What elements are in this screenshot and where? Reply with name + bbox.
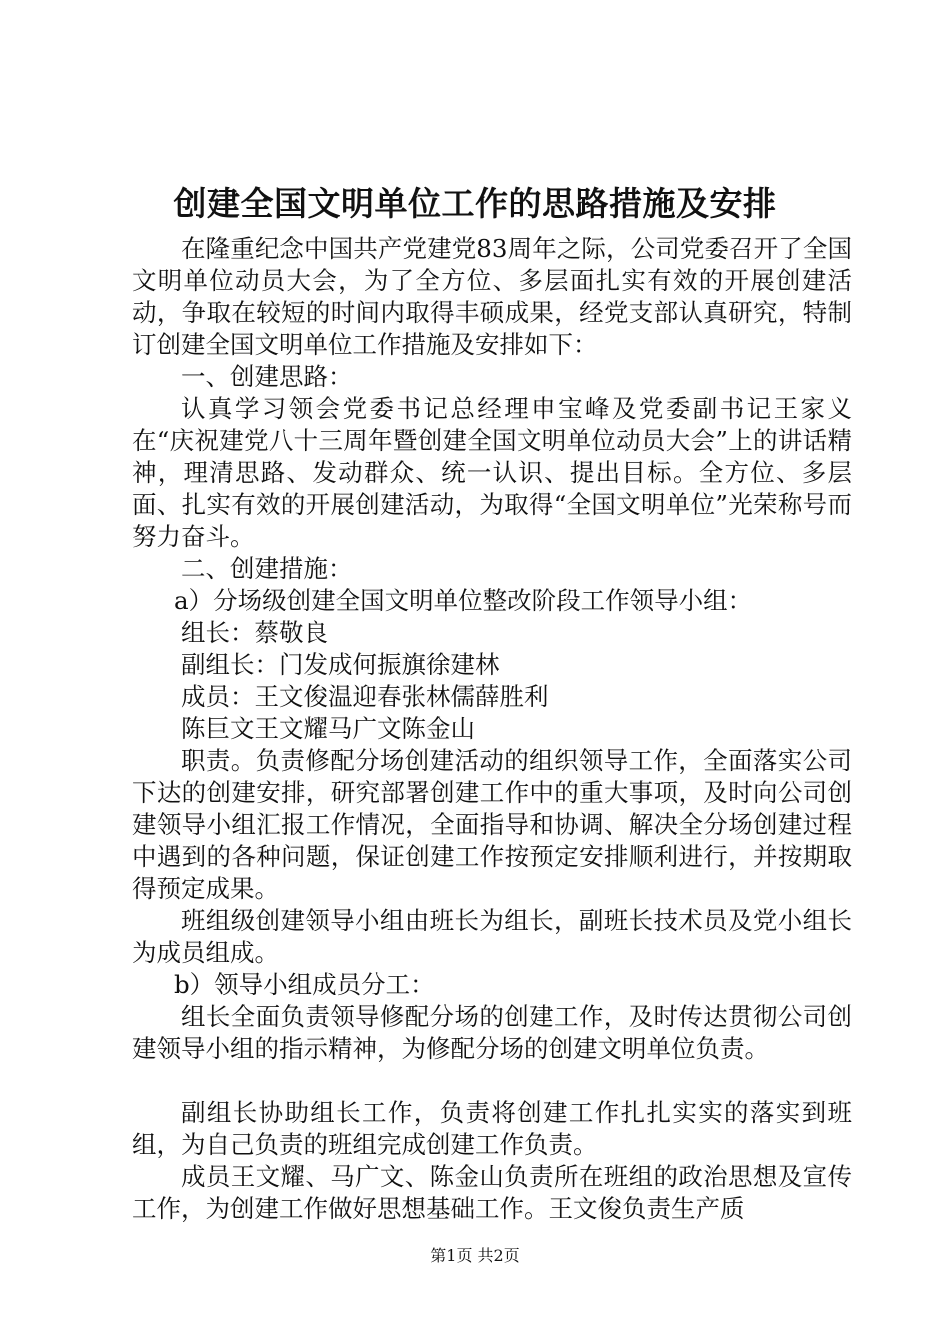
blank-line bbox=[132, 1065, 852, 1097]
section-heading-ideas: 一、创建思路： bbox=[181, 362, 353, 391]
subsection-b-title: b）领导小组成员分工： bbox=[174, 970, 435, 999]
members-line-1: 成员：王文俊温迎春张林儒薛胜利 bbox=[181, 682, 549, 711]
team-leader-line: 组长：蔡敬良 bbox=[181, 618, 328, 647]
deputy-leader-line: 副组长：门发成何振旗徐建林 bbox=[181, 650, 500, 679]
subsection-a-title: a）分场级创建全国文明单位整改阶段工作领导小组： bbox=[174, 586, 753, 615]
paragraph-duties: 职责。负责修配分场创建活动的组织领导工作，全面落实公司下达的创建安排，研究部署创建工作中的重大事项，及时向公司创建领导小组汇报工作情况，全面指导和协调、解决全分场创建过程中遇到的各种问题，保证创建工作按预定安排顺利进行，并按期取得预定成果。 bbox=[132, 746, 852, 903]
paragraph-leader-duty: 组长全面负责领导修配分场的创建工作，及时传达贯彻公司创建领导小组的指示精神，为修配分场的创建文明单位负责。 bbox=[132, 1002, 852, 1063]
paragraph-members-duty: 成员王文耀、马广文、陈金山负责所在班组的政治思想及宣传工作，为创建工作做好思想基础工作。王文俊负责生产质 bbox=[132, 1162, 852, 1223]
document-body bbox=[132, 233, 852, 1225]
page-footer: 第1页 共2页 bbox=[430, 1246, 520, 1265]
paragraph-ideas: 认真学习领会党委书记总经理申宝峰及党委副书记王家义在“庆祝建党八十三周年暨创建全国文明单位动员大会”上的讲话精神，理清思路、发动群众、统一认识、提出目标。全方位、多层面、扎实有效的开展创建活动，为取得“全国文明单位”光荣称号而努力奋斗。 bbox=[132, 394, 852, 551]
members-line-2: 陈巨文王文耀马广文陈金山 bbox=[181, 714, 475, 743]
section-heading-measures: 二、创建措施： bbox=[181, 554, 353, 583]
paragraph-team-level: 班组级创建领导小组由班长为组长，副班长技术员及党小组长为成员组成。 bbox=[132, 906, 852, 967]
paragraph-deputy-duty: 副组长协助组长工作，负责将创建工作扎扎实实的落实到班组，为自己负责的班组完成创建工作负责。 bbox=[132, 1098, 852, 1159]
document-title: 创建全国文明单位工作的思路措施及安排 bbox=[173, 184, 777, 223]
paragraph-intro: 在隆重纪念中国共产党建党83周年之际，公司党委召开了全国文明单位动员大会，为了全方位、多层面扎实有效的开展创建活动，争取在较短的时间内取得丰硕成果，经党支部认真研究，特制订创建全国文明单位工作措施及安排如下： bbox=[132, 234, 852, 359]
